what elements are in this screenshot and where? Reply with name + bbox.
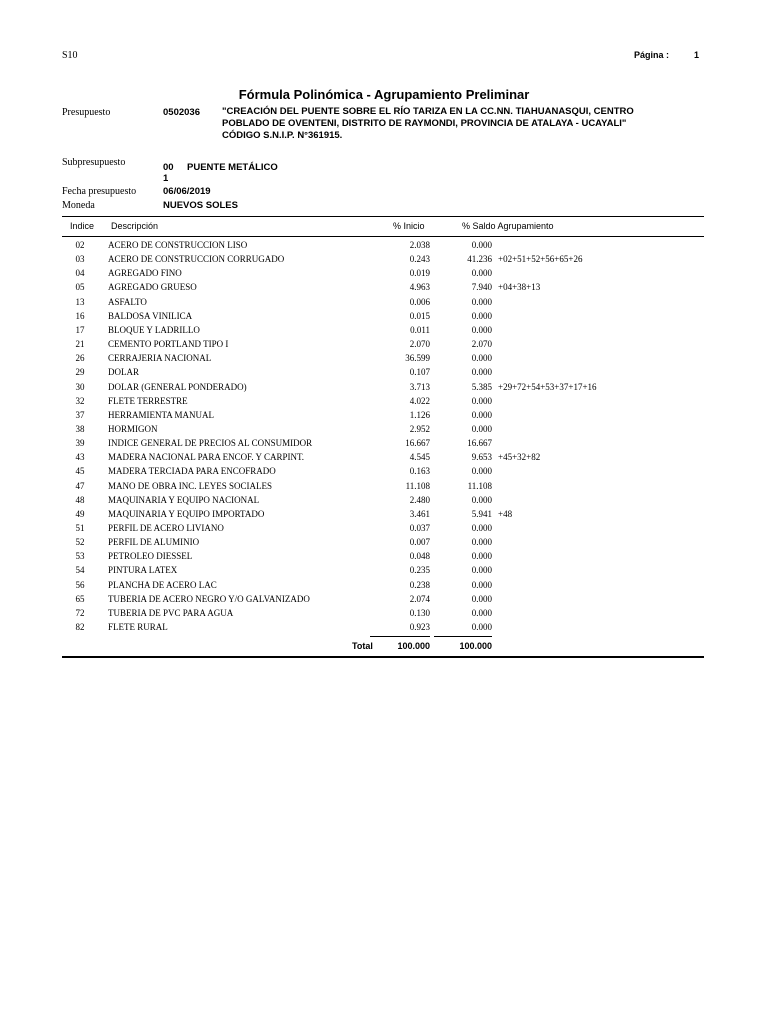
table-row — [0, 580, 768, 594]
row-indice: 32 — [75, 395, 85, 406]
row-descripcion: ACERO DE CONSTRUCCION LISO — [108, 240, 248, 250]
row-saldo: 0.000 — [471, 466, 492, 477]
presupuesto-code: 0502036 — [163, 107, 200, 118]
moneda-label: Moneda — [62, 200, 95, 211]
row-descripcion: TUBERIA DE PVC PARA AGUA — [108, 607, 234, 618]
table-top-rule — [62, 216, 704, 217]
row-indice: 48 — [75, 494, 85, 505]
row-saldo: 5.941 — [471, 508, 492, 519]
row-descripcion: AGREGADO FINO — [108, 268, 182, 279]
table-row — [0, 410, 768, 424]
table-row — [0, 268, 768, 282]
row-inicio: 0.238 — [409, 579, 430, 590]
subpresupuesto-name: PUENTE METÁLICO — [187, 162, 278, 173]
row-indice: 30 — [75, 381, 85, 392]
page-label: Página : — [634, 50, 670, 60]
row-saldo: 9.653 — [471, 452, 492, 463]
row-saldo: 0.000 — [471, 537, 492, 548]
row-indice: 56 — [75, 579, 85, 590]
row-descripcion: AGREGADO GRUESO — [108, 282, 197, 293]
row-inicio: 2.038 — [409, 240, 430, 250]
row-inicio: 36.599 — [405, 353, 430, 364]
row-agrupamiento: +04+38+13 — [498, 282, 541, 293]
table-row — [0, 565, 768, 579]
row-indice: 54 — [75, 565, 85, 576]
row-descripcion: PLANCHA DE ACERO LAC — [108, 579, 217, 590]
subpresupuesto-code-2: 1 — [163, 173, 169, 184]
table-row — [0, 452, 768, 466]
page-number: 1 — [694, 50, 700, 60]
page-title: Fórmula Polinómica - Agrupamiento Preliminar — [238, 87, 530, 102]
row-descripcion: CERRAJERIA NACIONAL — [108, 353, 212, 364]
system-label: S10 — [62, 50, 78, 61]
presupuesto-desc-line-1: "CREACIÓN DEL PUENTE SOBRE EL RÍO TARIZA EN LA CC.NN. TIAHUANASQUI, CENTRO — [222, 106, 634, 117]
inicio-subtotal-rule — [370, 636, 430, 637]
row-saldo: 0.000 — [471, 494, 492, 505]
row-inicio: 2.480 — [409, 494, 430, 505]
presupuesto-desc-line-2: POBLADO DE OVENTENI, DISTRITO DE RAYMONDI, PROVINCIA DE ATALAYA - UCAYALI" — [222, 118, 627, 129]
row-descripcion: PERFIL DE ACERO LIVIANO — [108, 523, 224, 533]
total-label: Total — [352, 641, 373, 651]
table-row — [0, 282, 768, 296]
row-inicio: 0.923 — [409, 622, 430, 633]
row-saldo: 11.108 — [467, 480, 492, 491]
row-saldo: 0.000 — [471, 423, 492, 434]
table-row — [0, 509, 768, 523]
table-row — [0, 339, 768, 353]
row-indice: 65 — [75, 593, 85, 604]
row-saldo: 41.236 — [467, 254, 492, 265]
row-inicio: 0.107 — [409, 367, 430, 378]
subpresupuesto-label: Subpresupuesto — [62, 157, 126, 168]
row-indice: 39 — [75, 438, 85, 449]
table-row — [0, 622, 768, 636]
row-descripcion: MADERA NACIONAL PARA ENCOF. Y CARPINT. — [108, 452, 305, 463]
table-row — [0, 523, 768, 537]
row-inicio: 0.163 — [409, 466, 430, 477]
moneda-value: NUEVOS SOLES — [163, 200, 238, 211]
table-row — [0, 495, 768, 509]
row-indice: 21 — [75, 339, 85, 350]
row-inicio: 16.667 — [405, 438, 430, 449]
row-inicio: 0.048 — [409, 551, 430, 562]
table-row — [0, 424, 768, 438]
row-indice: 29 — [75, 367, 85, 378]
row-saldo: 0.000 — [471, 310, 492, 321]
table-row — [0, 240, 768, 254]
table-row — [0, 311, 768, 325]
row-descripcion: DOLAR — [108, 367, 139, 378]
row-indice: 02 — [75, 240, 85, 250]
row-indice: 82 — [75, 622, 85, 633]
row-indice: 37 — [75, 409, 85, 420]
row-indice: 49 — [75, 508, 85, 519]
row-inicio: 0.011 — [410, 324, 430, 335]
total-saldo: 100.000 — [459, 641, 492, 651]
row-descripcion: HERRAMIENTA MANUAL — [108, 409, 215, 420]
row-descripcion: CEMENTO PORTLAND TIPO I — [108, 339, 229, 350]
fecha-label: Fecha presupuesto — [62, 186, 137, 197]
row-inicio: 2.070 — [409, 339, 430, 350]
row-descripcion: BLOQUE Y LADRILLO — [108, 324, 200, 335]
row-saldo: 0.000 — [471, 622, 492, 633]
row-inicio: 1.126 — [409, 409, 430, 420]
row-descripcion: PERFIL DE ALUMINIO — [108, 537, 200, 548]
row-indice: 03 — [75, 254, 85, 265]
row-descripcion: FLETE RURAL — [108, 622, 168, 633]
table-row — [0, 481, 768, 495]
row-indice: 53 — [75, 551, 85, 562]
table-row — [0, 608, 768, 622]
presupuesto-label: Presupuesto — [62, 107, 111, 118]
row-saldo: 0.000 — [471, 324, 492, 335]
row-indice: 43 — [75, 452, 85, 463]
row-indice: 13 — [75, 296, 85, 307]
row-descripcion: FLETE TERRESTRE — [108, 395, 188, 406]
row-saldo: 0.000 — [471, 565, 492, 576]
row-saldo: 0.000 — [471, 409, 492, 420]
row-indice: 26 — [75, 353, 85, 364]
table-row — [0, 466, 768, 480]
row-inicio: 0.130 — [409, 607, 430, 618]
row-indice: 38 — [75, 423, 85, 434]
row-saldo: 0.000 — [471, 353, 492, 364]
row-saldo: 0.000 — [471, 593, 492, 604]
table-row — [0, 297, 768, 311]
row-inicio: 0.235 — [409, 565, 430, 576]
table-row — [0, 594, 768, 608]
row-inicio: 4.963 — [409, 282, 430, 293]
row-indice: 17 — [75, 324, 85, 335]
row-indice: 05 — [75, 282, 85, 293]
row-saldo: 7.940 — [471, 282, 492, 293]
row-inicio: 0.019 — [409, 268, 430, 279]
col-header-saldo: % Saldo Agrupamiento — [462, 221, 554, 231]
row-descripcion: MAQUINARIA Y EQUIPO NACIONAL — [108, 494, 260, 505]
row-inicio: 0.007 — [409, 537, 430, 548]
table-row — [0, 382, 768, 396]
row-descripcion: ASFALTO — [108, 296, 147, 307]
table-header-rule — [62, 236, 704, 237]
col-header-descripcion: Descripción — [111, 221, 159, 231]
col-header-indice: Indice — [70, 221, 95, 231]
total-inicio: 100.000 — [397, 641, 430, 651]
row-agrupamiento: +45+32+82 — [498, 452, 541, 463]
row-saldo: 0.000 — [471, 268, 492, 279]
row-saldo: 0.000 — [471, 240, 492, 250]
row-inicio: 2.952 — [409, 423, 430, 434]
table-row — [0, 353, 768, 367]
row-inicio: 3.713 — [409, 381, 430, 392]
row-saldo: 0.000 — [471, 551, 492, 562]
row-descripcion: HORMIGON — [108, 423, 158, 434]
row-indice: 47 — [75, 480, 85, 491]
fecha-value: 06/06/2019 — [163, 186, 211, 197]
row-indice: 51 — [75, 523, 85, 533]
row-descripcion: DOLAR (GENERAL PONDERADO) — [108, 381, 247, 392]
row-descripcion: MADERA TERCIADA PARA ENCOFRADO — [108, 466, 276, 477]
table-row — [0, 438, 768, 452]
row-indice: 52 — [75, 537, 85, 548]
row-descripcion: MANO DE OBRA INC. LEYES SOCIALES — [108, 480, 273, 491]
presupuesto-desc-line-3: CÓDIGO S.N.I.P. N°361915. — [222, 130, 343, 141]
table-row — [0, 367, 768, 381]
table-row — [0, 254, 768, 268]
row-inicio: 0.015 — [409, 310, 430, 321]
row-saldo: 0.000 — [471, 296, 492, 307]
row-indice: 45 — [75, 466, 85, 477]
row-inicio: 0.037 — [409, 523, 430, 533]
row-indice: 16 — [75, 310, 85, 321]
row-inicio: 0.243 — [409, 254, 430, 265]
subpresupuesto-code-1: 00 — [163, 162, 174, 173]
row-agrupamiento: +02+51+52+56+65+26 — [498, 254, 583, 265]
table-bottom-rule — [62, 656, 704, 658]
row-descripcion: ACERO DE CONSTRUCCION CORRUGADO — [108, 254, 285, 265]
row-inicio: 4.022 — [409, 395, 430, 406]
saldo-subtotal-rule — [434, 636, 492, 637]
row-descripcion: PETROLEO DIESSEL — [108, 551, 193, 562]
row-descripcion: BALDOSA VINILICA — [108, 310, 193, 321]
row-saldo: 0.000 — [471, 367, 492, 378]
row-inicio: 4.545 — [409, 452, 430, 463]
table-row — [0, 537, 768, 551]
row-descripcion: TUBERIA DE ACERO NEGRO Y/O GALVANIZADO — [108, 593, 310, 604]
row-saldo: 0.000 — [471, 607, 492, 618]
row-indice: 04 — [75, 268, 85, 279]
row-saldo: 0.000 — [471, 579, 492, 590]
table-row — [0, 396, 768, 410]
col-header-inicio: % Inicio — [393, 221, 425, 231]
table-row — [0, 551, 768, 565]
row-descripcion: INDICE GENERAL DE PRECIOS AL CONSUMIDOR — [108, 438, 313, 449]
row-agrupamiento: +48 — [498, 508, 513, 519]
row-indice: 72 — [75, 607, 85, 618]
row-saldo: 5.385 — [471, 381, 492, 392]
row-inicio: 11.108 — [405, 480, 430, 491]
row-inicio: 0.006 — [409, 296, 430, 307]
row-saldo: 0.000 — [471, 395, 492, 406]
row-saldo: 16.667 — [467, 438, 492, 449]
row-saldo: 2.070 — [471, 339, 492, 350]
row-descripcion: MAQUINARIA Y EQUIPO IMPORTADO — [108, 508, 265, 519]
row-inicio: 3.461 — [409, 508, 430, 519]
table-row — [0, 325, 768, 339]
row-saldo: 0.000 — [471, 523, 492, 533]
row-descripcion: PINTURA LATEX — [108, 565, 178, 576]
row-agrupamiento: +29+72+54+53+37+17+16 — [498, 381, 597, 392]
row-inicio: 2.074 — [409, 593, 430, 604]
